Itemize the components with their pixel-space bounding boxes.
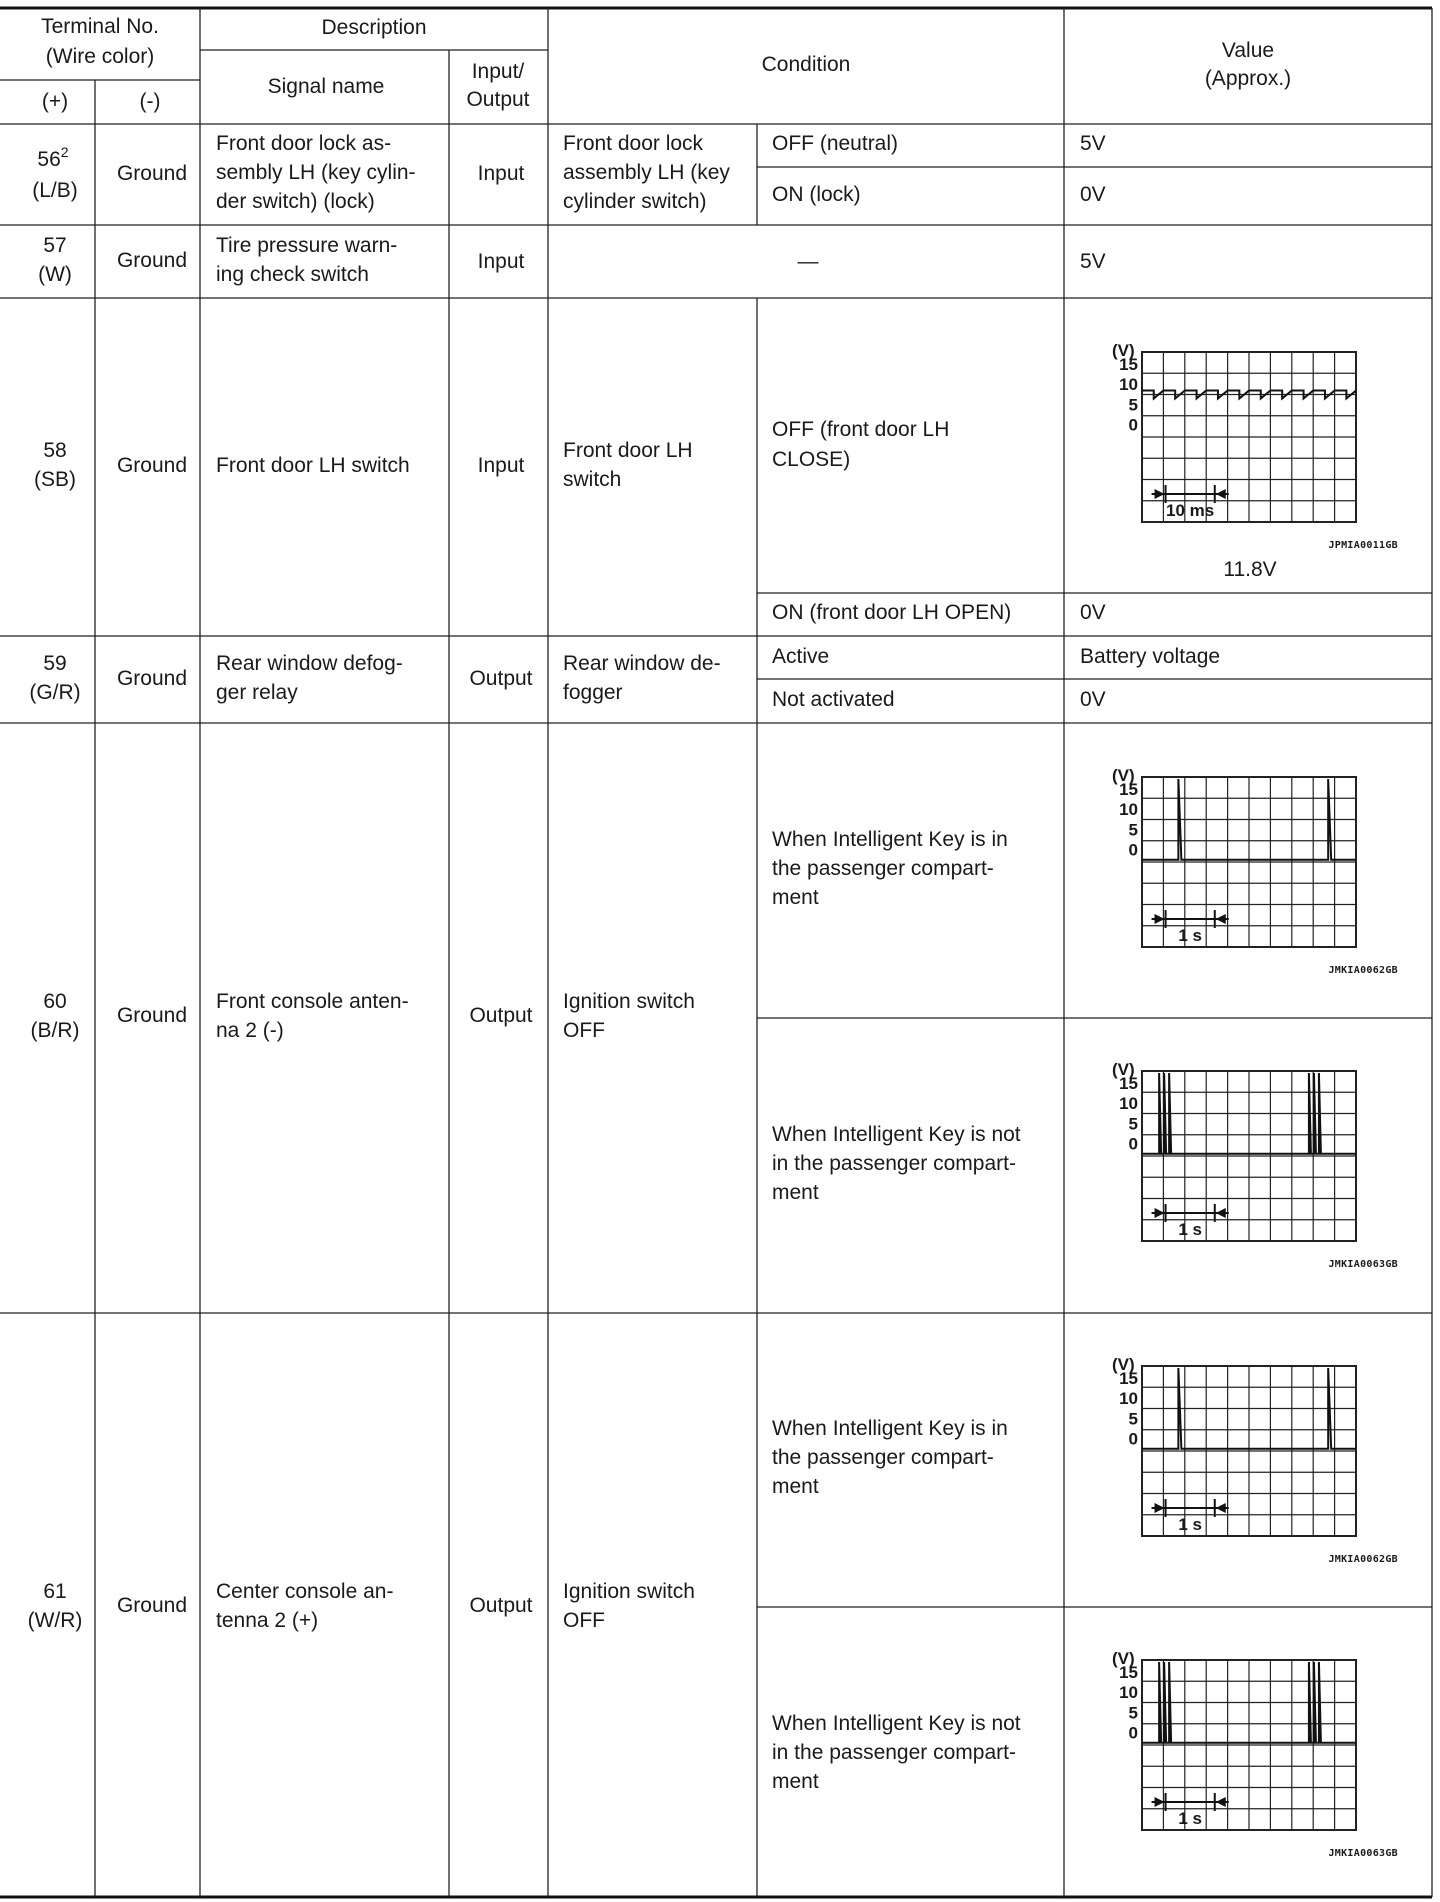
sub-condition: ON (front door LH OPEN)	[772, 601, 1012, 624]
figure-code: JMKIA0062GB	[1328, 1554, 1398, 1565]
condition-line-2: assembly LH (key	[563, 161, 730, 184]
header-input-output-1: Input/	[471, 60, 525, 83]
terminal-number: 57	[43, 234, 67, 257]
header-minus: (-)	[139, 90, 161, 113]
value: 5V	[1080, 132, 1106, 155]
scope-grid	[1142, 777, 1356, 947]
scope-grid	[1142, 1071, 1356, 1241]
condition-line-2: OFF	[563, 1019, 605, 1042]
signal-name-line-2: ing check switch	[216, 263, 369, 286]
condition-line-2: switch	[563, 468, 622, 491]
time-span-label: 1 s	[1178, 1515, 1202, 1534]
time-span-label: 1 s	[1178, 1220, 1202, 1239]
signal-name-line-2: na 2 (-)	[216, 1019, 284, 1042]
scope-tick-label: 15	[1119, 1663, 1138, 1682]
condition-line-2: OFF	[563, 1609, 605, 1632]
header-wire-color: (Wire color)	[45, 45, 155, 68]
terminal-number: 61	[43, 1580, 67, 1603]
condition-line-3: cylinder switch)	[563, 190, 707, 213]
signal-name: Front door LH switch	[216, 454, 410, 477]
figure-code: JPMIA0011GB	[1328, 540, 1398, 551]
wire-color: (B/R)	[30, 1019, 80, 1042]
signal-name-line-2: tenna 2 (+)	[216, 1609, 319, 1632]
scope-unit-label: (V)	[1112, 1060, 1135, 1079]
condition-line-1: Ignition switch	[563, 990, 695, 1013]
table-header	[41, 15, 1291, 113]
signal-name-line-3: der switch) (lock)	[216, 190, 375, 213]
input-output: Output	[469, 1594, 533, 1617]
wire-color: (SB)	[34, 468, 76, 491]
figure-code: JMKIA0063GB	[1328, 1259, 1398, 1270]
sub-condition-line-1: When Intelligent Key is not	[772, 1712, 1021, 1735]
minus-terminal: Ground	[116, 162, 188, 185]
sub-condition: Not activated	[772, 688, 895, 711]
terminal-number: 58	[43, 439, 67, 462]
minus-terminal: Ground	[116, 1594, 188, 1617]
sub-condition-line-2: in the passenger compart-	[772, 1741, 1016, 1764]
header-input-output-2: Output	[466, 88, 530, 111]
signal-name-line-2: ger relay	[216, 681, 298, 704]
sub-condition-line-2: the passenger compart-	[772, 857, 994, 880]
scope-tick-label: 10	[1119, 375, 1138, 395]
wire-color: (W/R)	[27, 1609, 83, 1632]
scope-tick-label: 15	[1119, 780, 1138, 799]
signal-name-line-1: Tire pressure warn-	[216, 234, 398, 257]
value: 11.8V	[1223, 558, 1277, 581]
oscilloscope-waveform	[1112, 1649, 1398, 1859]
sub-condition-line-1: When Intelligent Key is in	[772, 1417, 1008, 1440]
scope-tick-label: 10	[1119, 1683, 1138, 1703]
scope-tick-label: 0	[1128, 1429, 1138, 1449]
header-plus: (+)	[41, 90, 69, 113]
value: 0V	[1080, 688, 1106, 711]
condition-line-1: Front door lock	[563, 132, 704, 155]
time-span-label: 10 ms	[1166, 501, 1215, 520]
input-output: Input	[477, 250, 525, 273]
figure-code: JMKIA0063GB	[1328, 1848, 1398, 1859]
input-output: Output	[469, 667, 533, 690]
oscilloscope-waveform	[1112, 766, 1398, 976]
signal-name-line-1: Front door lock as-	[216, 132, 392, 155]
sub-condition-line-2: in the passenger compart-	[772, 1152, 1016, 1175]
scope-unit-label: (V)	[1112, 766, 1135, 785]
figure-code: JMKIA0062GB	[1328, 965, 1398, 976]
signal-name-line-1: Center console an-	[216, 1580, 394, 1603]
wire-color: (L/B)	[32, 179, 78, 202]
minus-terminal: Ground	[116, 667, 188, 690]
table-row-56	[32, 132, 1105, 213]
header-value-1: Value	[1221, 39, 1275, 62]
scope-tick-label: 5	[1128, 1114, 1138, 1134]
sub-condition-line-3: ment	[772, 886, 819, 909]
scope-tick-label: 15	[1119, 1074, 1138, 1093]
terminal-number: $56^2$	[37, 144, 69, 171]
table-row-57	[38, 234, 1106, 286]
minus-terminal: Ground	[116, 1004, 188, 1027]
oscilloscope-waveform	[1112, 1355, 1398, 1565]
scope-tick-label: 0	[1128, 415, 1138, 435]
scope-tick-label: 5	[1128, 1703, 1138, 1723]
scope-grid	[1142, 1366, 1356, 1536]
scope-tick-label: 5	[1128, 395, 1138, 415]
wire-color: (W)	[38, 263, 72, 286]
input-output: Input	[477, 454, 525, 477]
scope-unit-label: (V)	[1112, 341, 1135, 360]
scope-tick-label: 0	[1128, 1134, 1138, 1154]
header-terminal-no: Terminal No.	[41, 15, 159, 38]
scope-tick-label: 15	[1119, 355, 1138, 374]
scope-unit-label: (V)	[1112, 1649, 1135, 1668]
scope-grid	[1142, 1660, 1356, 1830]
input-output: Input	[477, 162, 525, 185]
table-rules	[0, 8, 1432, 1897]
terminal-number: 60	[43, 990, 67, 1013]
terminal-number: 59	[43, 652, 67, 675]
value: 0V	[1080, 183, 1106, 206]
header-description: Description	[321, 16, 427, 39]
oscilloscope-waveform	[1112, 1060, 1398, 1270]
input-output: Output	[469, 1004, 533, 1027]
signal-name-line-1: Front console anten-	[216, 990, 409, 1013]
sub-condition: ON (lock)	[772, 183, 861, 206]
sub-condition-line-1: When Intelligent Key is not	[772, 1123, 1021, 1146]
scope-tick-label: 15	[1119, 1369, 1138, 1388]
sub-condition: Active	[772, 645, 830, 668]
condition-line-2: fogger	[563, 681, 623, 704]
scope-tick-label: 5	[1128, 820, 1138, 840]
scope-tick-label: 10	[1119, 1094, 1138, 1114]
scope-tick-label: 10	[1119, 1389, 1138, 1409]
condition-line-1: Ignition switch	[563, 1580, 695, 1603]
scope-grid	[1142, 352, 1356, 522]
condition: —	[797, 250, 819, 273]
condition-line-1: Front door LH	[563, 439, 693, 462]
sub-condition-line-3: ment	[772, 1770, 819, 1793]
value: 0V	[1080, 601, 1106, 624]
signal-name-line-2: sembly LH (key cylin-	[216, 161, 416, 184]
time-span-label: 1 s	[1178, 1809, 1202, 1828]
sub-condition-line-2: the passenger compart-	[772, 1446, 994, 1469]
sub-condition-line-2: CLOSE)	[772, 448, 851, 471]
value: Battery voltage	[1080, 645, 1221, 668]
oscilloscope-waveform	[1112, 341, 1398, 551]
sub-condition-line-3: ment	[772, 1181, 819, 1204]
header-signal-name: Signal name	[267, 75, 385, 98]
header-condition: Condition	[761, 53, 851, 76]
condition-line-1: Rear window de-	[563, 652, 721, 675]
sub-condition: OFF (neutral)	[772, 132, 899, 155]
scope-tick-label: 0	[1128, 840, 1138, 860]
signal-name-line-1: Rear window defog-	[216, 652, 403, 675]
sub-condition-line-3: ment	[772, 1475, 819, 1498]
wire-color: (G/R)	[29, 681, 81, 704]
scope-tick-label: 10	[1119, 800, 1138, 820]
sub-condition-line-1: OFF (front door LH	[772, 418, 950, 441]
scope-tick-label: 5	[1128, 1409, 1138, 1429]
sub-condition-line-1: When Intelligent Key is in	[772, 828, 1008, 851]
time-span-label: 1 s	[1178, 926, 1202, 945]
scope-unit-label: (V)	[1112, 1355, 1135, 1374]
minus-terminal: Ground	[116, 454, 188, 477]
minus-terminal: Ground	[116, 249, 188, 272]
value: 5V	[1080, 250, 1106, 273]
table-row-58	[34, 341, 1398, 624]
table-row-59	[29, 645, 1220, 711]
scope-tick-label: 0	[1128, 1723, 1138, 1743]
header-value-2: (Approx.)	[1204, 67, 1292, 90]
